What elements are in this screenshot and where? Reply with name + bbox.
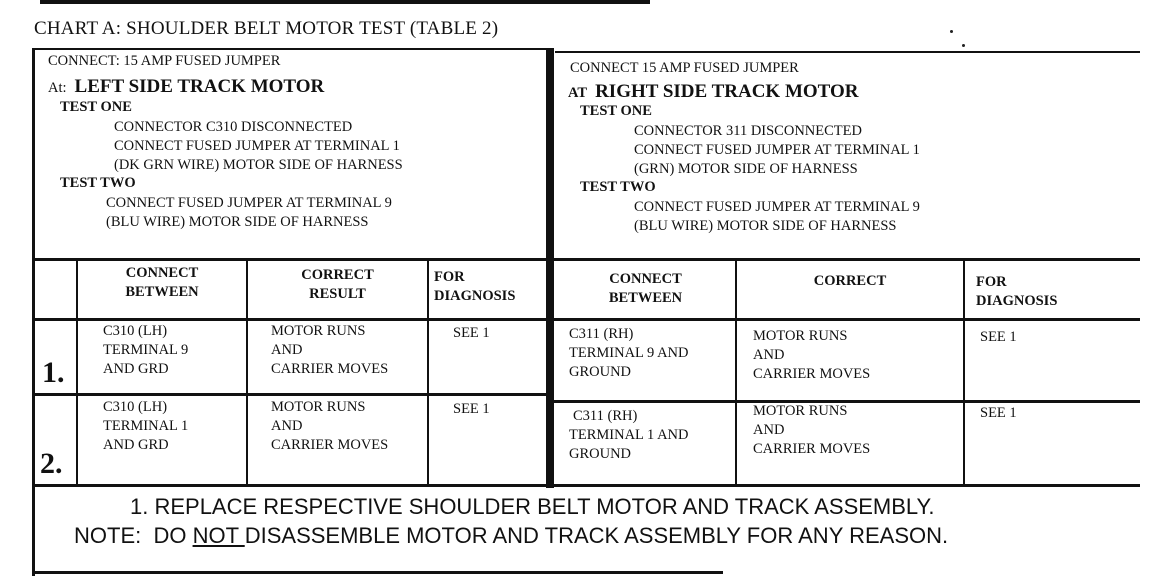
left-test-two-line: (BLU WIRE) MOTOR SIDE OF HARNESS <box>106 214 369 230</box>
cell-line: AND GRD <box>103 437 169 453</box>
scan-speck <box>962 44 965 47</box>
right-test-one-label: TEST ONE <box>580 103 652 119</box>
cell-line: C311 (RH) <box>573 408 638 424</box>
row-diagnosis: SEE 1 <box>453 325 490 341</box>
left-heading-line <box>48 76 324 98</box>
frame-line <box>33 393 549 396</box>
cell-line: AND <box>753 422 785 438</box>
left-header-connect-between <box>78 264 246 302</box>
frame-line <box>32 48 35 576</box>
left-test-two-line: CONNECT FUSED JUMPER AT TERMINAL 9 <box>106 195 392 211</box>
left-test-one-label: TEST ONE <box>60 99 132 115</box>
row-result <box>271 398 388 455</box>
frame-line <box>555 51 1140 53</box>
frame-line <box>963 259 965 486</box>
frame-line <box>735 259 737 486</box>
header-text: CORRECT <box>301 267 374 283</box>
cell-line: AND GRD <box>103 361 169 377</box>
header-text: FOR <box>434 269 465 285</box>
cell-line: TERMINAL 1 <box>103 418 189 434</box>
cell-line: GROUND <box>569 446 632 462</box>
right-connect-line: CONNECT 15 AMP FUSED JUMPER <box>570 60 799 76</box>
note-prefix: NOTE: DO <box>74 523 193 548</box>
row-diagnosis: SEE 1 <box>453 401 490 417</box>
left-connect-line: CONNECT: 15 AMP FUSED JUMPER <box>48 53 281 69</box>
row-diagnosis: SEE 1 <box>980 329 1017 345</box>
header-text: BETWEEN <box>608 290 683 306</box>
left-test-one-line: CONNECT FUSED JUMPER AT TERMINAL 1 <box>114 138 400 154</box>
header-text: DIAGNOSIS <box>434 288 516 304</box>
right-test-one-line: CONNECTOR 311 DISCONNECTED <box>634 123 862 139</box>
right-heading-line <box>568 81 859 103</box>
cell-line: GROUND <box>569 364 632 380</box>
row-result <box>271 322 388 379</box>
left-header-for-diagnosis <box>434 268 515 306</box>
right-test-two-label: TEST TWO <box>580 179 656 195</box>
cell-line: AND <box>271 342 303 358</box>
row-result <box>753 327 870 384</box>
note-emphasis: NOT <box>192 523 245 548</box>
header-text: RESULT <box>309 286 366 302</box>
right-header-for-diagnosis <box>976 273 1057 311</box>
cell-line: C311 (RH) <box>569 326 634 342</box>
row-number: 2. <box>40 447 63 480</box>
row-result <box>753 402 870 459</box>
chart-title: CHART A: SHOULDER BELT MOTOR TEST (TABLE 2) <box>34 18 499 39</box>
row-connect <box>103 322 188 379</box>
right-test-one-line: (GRN) MOTOR SIDE OF HARNESS <box>634 161 858 177</box>
frame-line <box>427 259 429 486</box>
header-text: FOR <box>976 274 1007 290</box>
note-suffix: DISASSEMBLE MOTOR AND TRACK ASSEMBLY FOR ANY REASON. <box>244 523 949 548</box>
cell-line: MOTOR RUNS <box>753 328 848 344</box>
cell-line: CARRIER MOVES <box>753 441 871 457</box>
cell-line: AND <box>271 418 303 434</box>
frame-line <box>33 258 1140 261</box>
header-text: DIAGNOSIS <box>976 293 1058 309</box>
header-text: BETWEEN <box>125 284 199 300</box>
cell-line: AND <box>753 347 785 363</box>
row-diagnosis: SEE 1 <box>980 405 1017 421</box>
left-at-prefix: At: <box>48 80 67 96</box>
left-header-correct-result <box>248 266 427 304</box>
cell-line: MOTOR RUNS <box>271 399 366 415</box>
frame-line <box>33 484 1140 487</box>
row-connect <box>103 398 188 455</box>
cell-line: C310 (LH) <box>103 399 168 415</box>
frame-line <box>33 571 723 574</box>
footer-step: 1. REPLACE RESPECTIVE SHOULDER BELT MOTOR AND TRACK ASSEMBLY. <box>130 494 935 519</box>
cell-line: TERMINAL 1 AND <box>569 427 689 443</box>
right-heading: RIGHT SIDE TRACK MOTOR <box>595 81 859 102</box>
footer-note <box>74 523 948 549</box>
header-text: CONNECT <box>125 265 199 281</box>
right-test-one-line: CONNECT FUSED JUMPER AT TERMINAL 1 <box>634 142 920 158</box>
cell-line: C310 (LH) <box>103 323 168 339</box>
cell-line: TERMINAL 9 AND <box>569 345 689 361</box>
cell-line: CARRIER MOVES <box>271 437 389 453</box>
left-heading: LEFT SIDE TRACK MOTOR <box>74 76 325 97</box>
center-divider <box>546 48 554 488</box>
scan-speck <box>950 30 953 33</box>
left-test-two-label: TEST TWO <box>60 175 136 191</box>
row-connect <box>569 407 688 464</box>
row-connect <box>569 325 688 382</box>
right-header-connect-between <box>556 270 735 308</box>
cell-line: CARRIER MOVES <box>753 366 871 382</box>
left-test-one-line: CONNECTOR C310 DISCONNECTED <box>114 119 353 135</box>
right-test-two-line: (BLU WIRE) MOTOR SIDE OF HARNESS <box>634 218 897 234</box>
frame-line <box>33 48 549 50</box>
header-text: CONNECT <box>609 271 682 287</box>
cell-line: MOTOR RUNS <box>753 403 848 419</box>
cell-line: CARRIER MOVES <box>271 361 389 377</box>
right-header-correct: CORRECT <box>813 273 887 289</box>
left-test-one-line: (DK GRN WIRE) MOTOR SIDE OF HARNESS <box>114 157 403 173</box>
frame-line <box>33 318 1140 321</box>
cell-line: MOTOR RUNS <box>271 323 366 339</box>
right-at-prefix: AT <box>568 85 588 101</box>
row-number: 1. <box>42 356 65 389</box>
top-rule <box>40 0 650 4</box>
right-test-two-line: CONNECT FUSED JUMPER AT TERMINAL 9 <box>634 199 920 215</box>
cell-line: TERMINAL 9 <box>103 342 189 358</box>
